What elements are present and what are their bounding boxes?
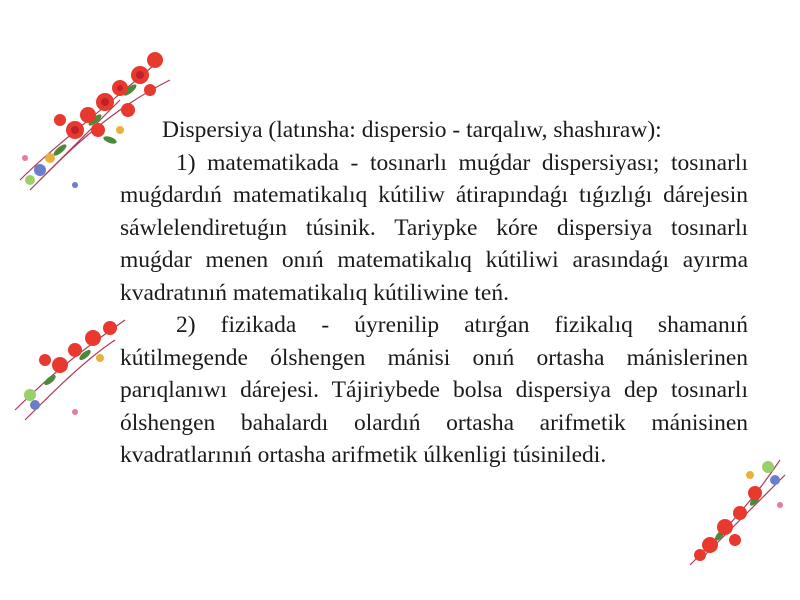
flower-garland-icon (5, 300, 135, 430)
paragraph-physics: 2) fizikada - úyrenilip atırǵan fizikalıq shamanıń kútilmegende ólshengen mánisi onıń ortasha mánislerinen parıqlanıwı dárejesi. Tájiriybede bolsa dispersiya dep tosınarlı ólshengen bahalardı olardıń ortasha arifmetik mánisinen kvadratlarınıń ortasha arifmetik úlkenligi túsiniledi. (120, 312, 748, 468)
paragraph-mathematics: 1) matematikada - tosınarlı muǵdar dispersiyası; tosınarlı muǵdardıń matematikalıq kútiliw átirapındaǵı tıǵızlıǵı dárejesin sáwlelendiretuǵın túsinik. Tariypke kóre dispersiya tosınarlı muǵdar menen onıń matematikalıq kútiliwi arasındaǵı ayırma kvadratınıń matematikalıq kútiliwine teń. (120, 149, 748, 306)
document-heading: Dispersiya (latınsha: dispersio - tarqalıw, shashıraw): (162, 117, 662, 143)
document-body (120, 114, 748, 472)
